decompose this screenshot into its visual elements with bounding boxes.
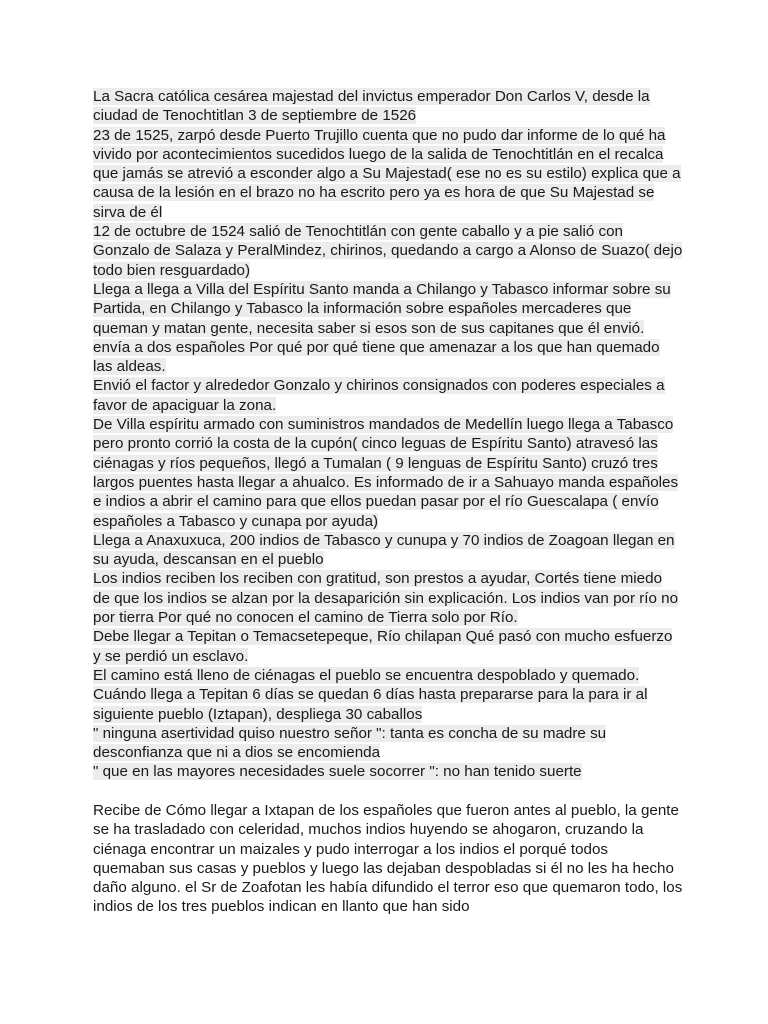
paragraph-3-text: 12 de octubre de 1524 salió de Tenochtitlán con gente caballo y a pie salió con Gonzalo de Salaza y PeralMindez, chirinos, quedando a cargo a Alonso de Suazo( dejo todo bien resguardado) xyxy=(93,223,683,279)
paragraph-9 xyxy=(93,627,683,666)
paragraph-14 xyxy=(93,801,683,917)
paragraph-2 xyxy=(93,126,683,222)
paragraph-5 xyxy=(93,376,683,415)
paragraph-8-text: Los indios reciben los reciben con gratitud, son prestos a ayudar, Cortés tiene miedo de que los indios se alzan por la desaparición sin explicación. Los indios van por río no por tierra Por qué no conocen el camino de Tierra solo por Río. xyxy=(93,570,679,627)
document-body xyxy=(93,87,683,917)
paragraph-7-text: Llega a Anaxuxuca, 200 indios de Tabasco y cunupa y 70 indios de Zoagoan llegan en su ayuda, descansan en el pueblo xyxy=(93,531,675,569)
paragraph-2-text: 23 de 1525, zarpó desde Puerto Trujillo cuenta que no pudo dar informe de lo qué ha vivido por acontecimientos sucedidos luego de la salida de Tenochtitlán en el recalca que jamás se atrevió a esconder algo a Su Majestad( ese no es su estilo) explica que a causa de la lesión en el brazo no ha escrito pero ya es hora de que Su Majestad se sirva de él xyxy=(93,126,681,221)
paragraph-1-text: La Sacra católica cesárea majestad del invictus emperador Don Carlos V, desde la ciudad de Tenochtitlan 3 de septiembre de 1526 xyxy=(93,88,650,125)
paragraph-12 xyxy=(93,724,683,763)
section-2 xyxy=(93,801,683,917)
paragraph-1 xyxy=(93,87,683,126)
paragraph-10 xyxy=(93,666,683,685)
paragraph-5-text: Envió el factor y alrededor Gonzalo y chirinos consignados con poderes especiales a favor de apaciguar la zona. xyxy=(93,377,665,414)
paragraph-8 xyxy=(93,569,683,627)
paragraph-4-text: Llega a llega a Villa del Espíritu Santo manda a Chilango y Tabasco informar sobre su Partida, en Chilango y Tabasco la información sobre españoles mercaderes que queman y matan gente, necesita saber si esos son de sus capitanes que él envió. envía a dos españoles Por qué por qué tiene que amenazar a los que han quemado las aldeas. xyxy=(93,280,671,376)
paragraph-6 xyxy=(93,415,683,531)
paragraph-9-text: Debe llegar a Tepitan o Temacsetepeque, Río chilapan Qué pasó con mucho esfuerzo y se perdió un esclavo. xyxy=(93,628,673,665)
paragraph-6-text: De Villa espíritu armado con suministros mandados de Medellín luego llega a Tabasco pero pronto corrió la costa de la cupón( cinco leguas de Espíritu Santo) atravesó las ciénagas y ríos pequeños, llegó a Tumalan ( 9 lenguas de Espíritu Santo) cruzó tres largos puentes hasta llegar a ahualco. Es informado de ir a Sahuayo manda españoles e indios a abrir el camino para que ellos puedan pasar por el río Guescalapa ( envío españoles a Tabasco y cunapa por ayuda) xyxy=(93,416,679,530)
paragraph-13-text: " que en las mayores necesidades suele socorrer ": no han tenido suerte xyxy=(93,763,582,781)
paragraph-14-text: Recibe de Cómo llegar a Ixtapan de los españoles que fueron antes al pueblo, la gente se ha trasladado con celeridad, muchos indios huyendo se ahogaron, cruzando la ciénaga encontrar un maizales y pudo interrogar a los indios el porqué todos quemaban sus casas y pueblos y luego las dejaban despobladas si él no les ha hecho daño alguno. el Sr de Zoafotan les había difundido el terror eso que quemaron todo, los indios de los tres pueblos indican en llanto que han sido xyxy=(93,801,683,916)
paragraph-11 xyxy=(93,685,683,724)
paragraph-7 xyxy=(93,531,683,570)
paragraph-4 xyxy=(93,280,683,376)
paragraph-10-text: El camino está lleno de ciénagas el pueblo se encuentra despoblado y quemado. xyxy=(93,666,640,684)
paragraph-3 xyxy=(93,222,683,280)
paragraph-gap xyxy=(93,782,683,801)
paragraph-11-text: Cuándo llega a Tepitan 6 días se quedan 6 días hasta prepararse para la para ir al siguiente pueblo (Iztapan), despliega 30 caballos xyxy=(93,686,648,723)
paragraph-12-text: " ninguna asertividad quiso nuestro señor ": tanta es concha de su madre su desconfianza que ni a dios se encomienda xyxy=(93,724,607,762)
paragraph-13 xyxy=(93,762,683,781)
